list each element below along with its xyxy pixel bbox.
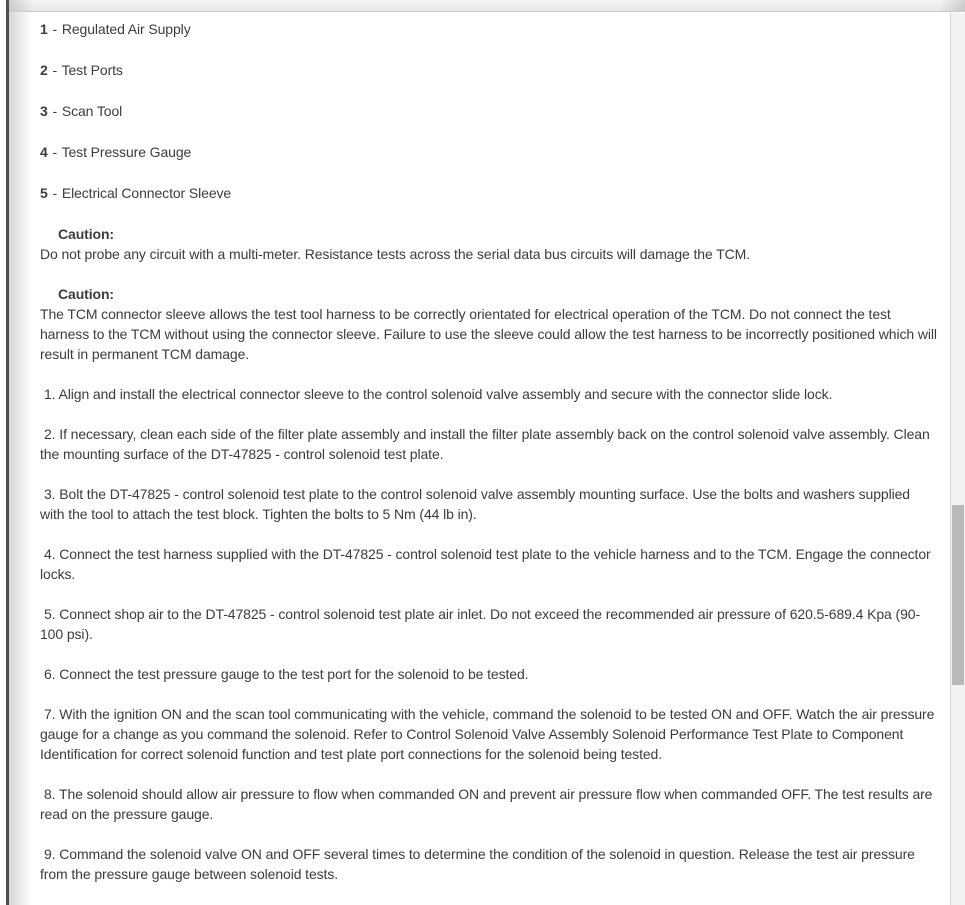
step-number: 9.: [44, 846, 56, 862]
step-number: 7.: [44, 706, 56, 722]
step-text: Command the solenoid valve ON and OFF several times to determine the condition of the solenoid in question. Release the test air pressure from the pressure gauge between solenoid tests.: [40, 846, 915, 882]
step: [40, 384, 937, 404]
step-number: 6.: [44, 666, 56, 682]
step-text: Connect shop air to the DT-47825 - control solenoid test plate air inlet. Do not exceed the recommended air pressure of 620.5-689.4 Kpa (90-100 psi).: [40, 606, 921, 642]
legend-separator: -: [52, 21, 58, 37]
legend-item: [40, 19, 937, 39]
step-text: Bolt the DT-47825 - control solenoid test plate to the control solenoid valve assembly mounting surface. Use the bolts and washers supplied with the tool to attach the test block. Tighten the bolts to 5 Nm (44 lb in).: [40, 486, 910, 522]
caution-heading: Caution:: [58, 226, 114, 242]
step: [40, 784, 937, 824]
step-number: 8.: [44, 786, 56, 802]
step: [40, 664, 937, 684]
parts-legend: [40, 19, 937, 203]
step-number: 2.: [44, 426, 56, 442]
legend-separator: -: [52, 62, 58, 78]
step: [40, 484, 937, 524]
legend-label: Test Ports: [61, 62, 123, 78]
caution-text: The TCM connector sleeve allows the test tool harness to be correctly orientated for electrical operation of the TCM. Do not connect the test harness to the TCM without using the connector sleeve. Failure to use the sleeve could allow the test harness to be incorrectly positioned which will result in permanent TCM damage.: [40, 306, 937, 362]
legend-number: 4: [40, 144, 48, 160]
caution-block: [40, 224, 937, 264]
caution-text: Do not probe any circuit with a multi-meter. Resistance tests across the serial data bus circuits will damage the TCM.: [40, 246, 751, 262]
legend-item: [40, 60, 937, 80]
step: [40, 424, 937, 464]
document-content: [12, 13, 949, 905]
step: [40, 704, 937, 764]
step-number: 1.: [44, 386, 56, 402]
legend-item: [40, 101, 937, 121]
horizontal-scrollbar-track[interactable]: [9, 0, 965, 12]
legend-separator: -: [52, 185, 58, 201]
step-text: The solenoid should allow air pressure to flow when commanded ON and prevent air pressure flow when commanded OFF. The test results are read on the pressure gauge.: [40, 786, 933, 822]
step-text: Connect the test pressure gauge to the test port for the solenoid to be tested.: [59, 666, 529, 682]
legend-number: 1: [40, 21, 48, 37]
document-frame: [6, 0, 965, 905]
step: [40, 544, 937, 584]
step-text: Connect the test harness supplied with the DT-47825 - control solenoid test plate to the vehicle harness and to the TCM. Engage the connector locks.: [40, 546, 931, 582]
step-text: With the ignition ON and the scan tool communicating with the vehicle, command the solenoid to be tested ON and OFF. Watch the air pressure gauge for a change as you command the solenoid. Refer to Control Solenoid Valve Assembly Solenoid Performance Test Plate to Component Identification for correct solenoid function and test plate port connections for the solenoid being tested.: [40, 706, 935, 762]
step: [40, 844, 937, 884]
legend-label: Scan Tool: [61, 103, 123, 119]
caution-block: [40, 284, 937, 364]
step-number: 3.: [44, 486, 56, 502]
step-text: Align and install the electrical connector sleeve to the control solenoid valve assembly and secure with the connector slide lock.: [58, 386, 833, 402]
vertical-scrollbar-thumb[interactable]: [952, 505, 964, 685]
legend-number: 5: [40, 185, 48, 201]
legend-item: [40, 142, 937, 162]
legend-item: [40, 183, 937, 203]
legend-label: Regulated Air Supply: [61, 21, 191, 37]
vertical-scrollbar-track[interactable]: [950, 13, 965, 905]
caution-heading: Caution:: [58, 286, 114, 302]
step-text: If necessary, clean each side of the filter plate assembly and install the filter plate assembly back on the control solenoid valve assembly. Clean the mounting surface of the DT-47825 - control solenoid test plate.: [40, 426, 930, 462]
legend-label: Test Pressure Gauge: [61, 144, 192, 160]
legend-label: Electrical Connector Sleeve: [61, 185, 232, 201]
step-number: 5.: [44, 606, 56, 622]
procedure-steps: [40, 384, 937, 884]
step-number: 4.: [44, 546, 56, 562]
legend-separator: -: [52, 144, 58, 160]
legend-number: 2: [40, 62, 48, 78]
legend-number: 3: [40, 103, 48, 119]
legend-separator: -: [52, 103, 58, 119]
step: [40, 604, 937, 644]
